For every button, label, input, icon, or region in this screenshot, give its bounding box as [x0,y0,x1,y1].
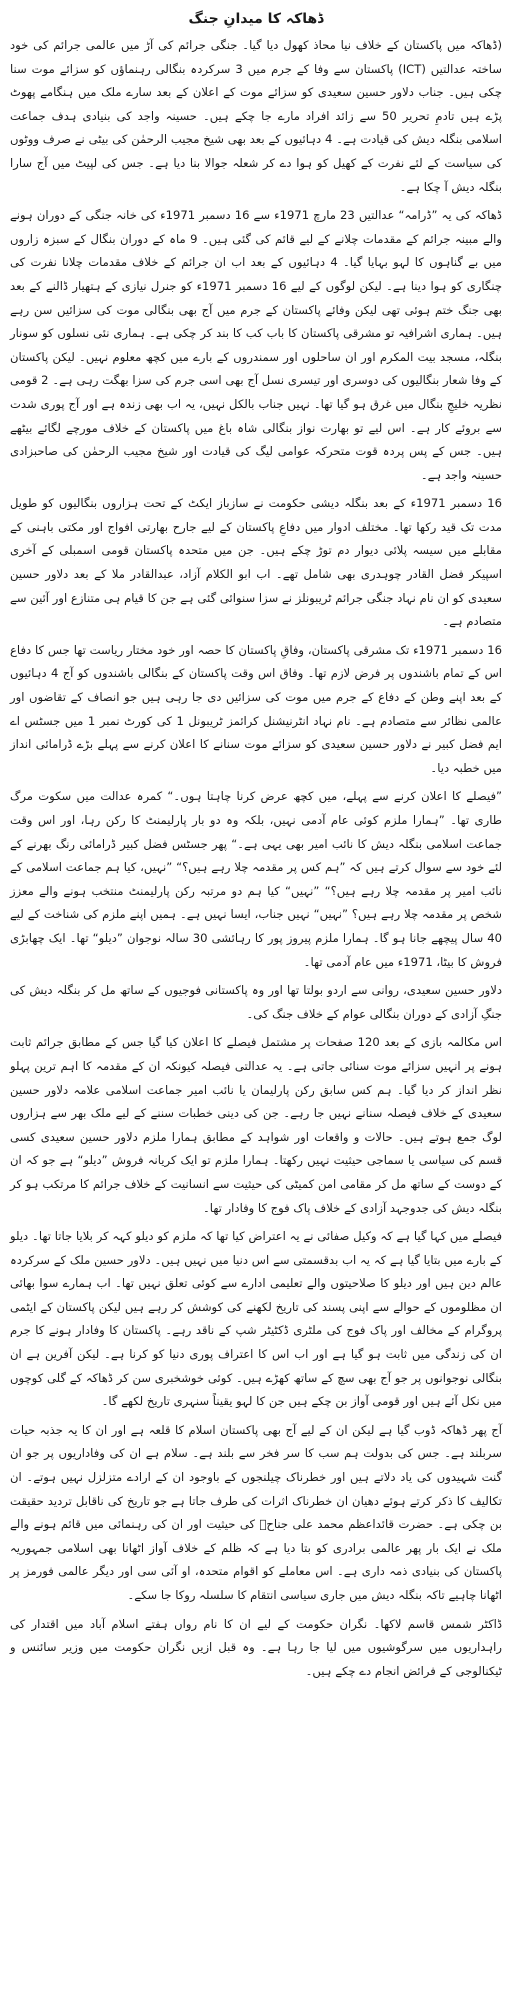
article-paragraph: آج پھر ڈھاکہ ڈوب گیا ہے لیکن ان کے لیے آج بھی پاکستان اسلام کا قلعہ ہے اور ان کا یہ جذبہ حیات سربلند ہے۔ جس کی بدولت ہم سب کا سر فخر سے بلند ہے۔ سلام ہے ان کی وفاداریوں پر جو ان گنت شہیدوں کی یاد دلاتے ہیں اور خطرناک چیلنجوں کے باوجود ان کے ارادے متزلزل نہیں ہوتے۔ ان تکالیف کا ذکر کرتے ہوئے دھیان ان خطرناک اثرات کی طرف جاتا ہے جو تاریخ کی ناقابل تردید حقیقت بن چکی ہے۔ حضرت قائداعظم محمد علی جناحؒ کی حیثیت اور ان کی رہنمائی میں قائم ہونے والے ملک نے ایک بار پھر عالمی برادری کو بتا دیا ہے کہ ظلم کے خلاف آواز اٹھانا بھی اسلامی جمہوریہ پاکستان کی بنیادی ذمہ داری ہے۔ اس معاملے کو اقوام متحدہ، او آئی سی اور دیگر عالمی فورمز پر اٹھانا چاہیے تاکہ بنگلہ دیش میں جاری سیاسی انتقام کا سلسلہ روکا جا سکے۔ [10,1422,502,1602]
article-paragraph: ڈاکٹر شمس قاسم لاکھا۔ نگران حکومت کے لیے ان کا نام رواں ہفتے اسلام آباد میں اقتدار کی راہداریوں میں سرگوشیوں میں لیا جا رہا ہے۔ وہ قبل ازیں نگران حکومت میں وزیر سائنس و ٹیکنالوجی کے فرائض انجام دے چکے ہیں۔ [10,1616,502,1678]
article-body [10,34,502,1683]
article-paragraph: فیصلے میں کہا گیا ہے کہ وکیل صفائی نے یہ اعتراض کیا تھا کہ ملزم کو دیلو کہہ کر بلایا جاتا تھا۔ دیلو کے بارے میں بتایا گیا ہے کہ یہ اب بدقسمتی سے اس دنیا میں نہیں ہیں۔ دلاور حسین ملک کے سرکردہ عالم دین ہیں اور دیلو کا صلاحیتوں والے تعلیمی ادارے سے کوئی تعلق نہیں تھا۔ اب ہمارے سوا بھائی ان مظلوموں کے حوالے سے اپنی پسند کی تاریخ لکھنے کی کوشش کر رہے ہیں لیکن پاکستان کے ایٹمی پروگرام کے مخالف اور پاک فوج کی ملٹری ڈکٹیٹر شپ کے ناقد رہے۔ پاکستان کا وفادار ہونے کا جرم ان کی زندگی میں ثابت ہو گیا ہے اور اب اس کا اعتراف پوری دنیا کو کرنا ہے۔ لیکن آفرین ہے ان بنگالی نوجوانوں پر جو آج بھی سچ کے ساتھ کھڑے ہیں۔ کوئی خوشخبری سن کر ڈھاکہ کے گلی کوچوں میں نکل آئے ہیں اور قومی آواز بن چکے ہیں جن کا لہو یقیناً سنہری تاریخ لکھے گا۔ [10,1229,502,1409]
article-headline: ڈھاکہ کا میدانِ جنگ [188,11,324,27]
article-paragraph: (ڈھاکہ میں پاکستان کے خلاف نیا محاذ کھول دیا گیا۔ جنگی جرائم کی آڑ میں عالمی جرائم کی خود ساختہ عدالتیں (ICT) پاکستان سے وفا کے جرم میں 3 سرکردہ بنگالی رہنماؤں کو سزائے موت سنا چکی ہیں۔ جناب دلاور حسین سعیدی کو سزائے موت کے اعلان کے بعد سارے ملک میں ہنگامے پھوٹ پڑے ہیں تادمِ تحریر 50 سے زائد افراد مارے جا چکے ہیں۔ حسینہ واجد کی بنیادی ہدف جماعت اسلامی بنگلہ دیش کی قیادت ہے۔ 4 دہائیوں کے بعد بھی شیخ مجیب الرحمٰن کی بیٹی نے صرف ووٹوں کی سیاست کے لئے نفرت کے کھیل کو ہوا دے کر شعلہ جوالا بنا دیا ہے۔ جس کی لپیٹ میں آج سارا بنگلہ دیش آ چکا ہے۔ [10,38,502,194]
article-paragraph: اس مکالمہ بازی کے بعد 120 صفحات پر مشتمل فیصلے کا اعلان کیا گیا جس کے مطابق جرائم ثابت ہونے پر انہیں سزائے موت سنائی جاتی ہے۔ یہ عدالتی فیصلہ کیونکہ ان کے مقدمہ کا اہم ترین پہلو نظر انداز کر دیا گیا۔ ہم کس سابق رکن پارلیمان یا نائب امیر جماعت اسلامی علامہ دلاور حسین سعیدی کے خلاف فیصلہ سنانے نہیں جا رہے۔ جن کی دینی خطبات سننے کے لیے ملک بھر سے ہزاروں لوگ جمع ہوتے ہیں۔ حالات و واقعات اور شواہد کے مطابق ہمارا ملزم دلاور حسین سعیدی کسی قسم کی سیاسی یا سماجی حیثیت نہیں رکھتا۔ ہمارا ملزم تو ایک کریانہ فروش ”دیلو“ ہے جو کہ ان کے دوست کے ساتھ مل کر مقامی امن کمیٹی کی حیثیت سے انسانیت کے خلاف جرائم کا مرتکب ہو کر بنگلہ دیش کی جدوجہد آزادی کے خلاف پاک فوج کا وفادار تھا۔ [10,1035,503,1215]
article-paragraph: 16 دسمبر 1971ء تک مشرقی پاکستان، وفاقِ پاکستان کا حصہ اور خود مختار ریاست تھا جس کا دفاع اس کے تمام باشندوں پر فرض لازم تھا۔ وفاق اس وقت پاکستان کے بنگالی باشندوں کو آج 4 دہائیوں کے بعد اپنے وطن کے دفاع کے جرم میں موت کی سزائیں دی جا رہی ہیں جو انصاف کے تقاضوں اور عالمی نظائر سے متصادم ہے۔ نام نہاد انٹرنیشنل کرائمز ٹریبونل 1 کی کورٹ نمبر 1 میں جسٹس اے ایم فضل کبیر نے دلاور حسین سعیدی کو سزائے موت سنانے کا اعلان کرنے سے پہلے بڑے ڈرامائی انداز میں خطبہ دیا۔ [10,642,502,775]
article-paragraph: ”فیصلے کا اعلان کرنے سے پہلے، میں کچھ عرض کرنا چاہتا ہوں۔“ کمرہ عدالت میں سکوت مرگ طاری تھا۔ ”ہمارا ملزم کوئی عام آدمی نہیں، بلکہ وہ دو بار پارلیمنٹ کا رکن رہا، اور اس وقت جماعت اسلامی بنگلہ دیش کا نائب امیر بھی یہی ہے۔“ پھر جسٹس فضل کبیر ڈرامائی رنگ بھرنے کے لئے خود سے سوال کرتے ہیں کہ ”ہم کس پر مقدمہ چلا رہے ہیں؟“ ”نہیں، کیا ہم جماعت اسلامی کے نائب امیر پر مقدمہ چلا رہے ہیں؟“ ”نہیں“ کیا ہم دو مرتبہ رکن پارلیمنٹ منتخب ہونے والے معزز شخص پر مقدمہ چلا رہے ہیں؟ ”نہیں“ نہیں جناب، ایسا نہیں ہے۔ ہمیں اپنے ملزم کی شناخت کے لیے 40 سال پیچھے جانا ہو گا۔ ہمارا ملزم پیروز پور کا رہائشی 30 سالہ نوجوان ”دیلو“ تھا۔ ایک چھابڑی فروش کا بیٹا، 1971ء میں عام آدمی تھا۔ [10,789,502,969]
article-paragraph: ڈھاکہ کی یہ ”ڈرامہ“ عدالتیں 23 مارچ 1971ء سے 16 دسمبر 1971ء کی خانہ جنگی کے دوران ہونے والے مبینہ جرائم کے مقدمات چلانے کے لیے قائم کی گئی ہیں۔ 9 ماہ کے دوران بنگال کے سبزہ زاروں میں بے گناہوں کا لہو بہایا گیا۔ 4 دہائیوں کے بعد اب ان جرائم کے خلاف مقدمات چلانا نفرت کی چنگاری کو ہوا دینا ہے۔ لیکن لوگوں کے لیے 16 دسمبر 1971ء کو جنرل نیازی کے ہتھیار ڈالنے کے بعد بھی جنگ ختم ہوئی تھی لیکن وفائے پاکستان کے جرم میں آج بھی بنگالی موت کی سزائیں سن رہے ہیں۔ ہماری اشرافیہ تو مشرقی پاکستان کا باب کب کا بند کر چکی ہے۔ ہماری نئی نسلوں کو سونار بنگلہ، مسجد بیت المکرم اور ان ساحلوں اور سمندروں کے بارے میں کچھ معلوم نہیں۔ لیکن پاکستان کے وفا شعار بنگالیوں کی دوسری اور تیسری نسل آج بھی اسی جرم کی سزا بھگت رہی ہے۔ 2 قومی نظریہ خلیجِ بنگال میں غرق ہو گیا تھا۔ نہیں جناب بالکل نہیں، یہ اب بھی زندہ ہے اور آج پوری شدت سے بروئے کار ہے۔ اس لیے تو بھارت نواز بنگالی شاہ باغ میں پاکستان کے خلاف مورچے لگائے بیٹھے ہیں۔ جس کے پس پردہ قوت متحرکہ عوامی لیگ کی قیادت اور شیخ مجیب الرحمٰن کی صاحبزادی حسینہ واجد ہے۔ [10,208,503,482]
article-paragraph: دلاور حسین سعیدی، روانی سے اردو بولتا تھا اور وہ پاکستانی فوجیوں کے ساتھ مل کر بنگلہ دیش کی جنگِ آزادی کے دوران بنگالی عوام کے خلاف جنگ کی۔ [10,983,502,1021]
article-paragraph: 16 دسمبر 1971ء کے بعد بنگلہ دیشی حکومت نے سازباز ایکٹ کے تحت ہزاروں بنگالیوں کو طویل مدت تک قید رکھا تھا۔ مختلف ادوار میں دفاعِ پاکستان کے لیے جارح بھارتی افواج اور مکتی باہنی کے مقابلے میں سیسہ پلائی دیوار دم توڑ چکے ہیں۔ جن میں متحدہ پاکستان قومی اسمبلی کے آخری اسپیکر فضل القادر چوہدری بھی شامل تھے۔ اب ابو الکلام آزاد، عبدالقادر ملا کے بعد دلاور حسین سعیدی کو ان نام نہاد جنگی جرائم ٹریبونلز نے سزا سنوائی گئی ہے جن کا قیام ہی متنازع اور آئین سے متصادم ہے۔ [10,496,502,629]
